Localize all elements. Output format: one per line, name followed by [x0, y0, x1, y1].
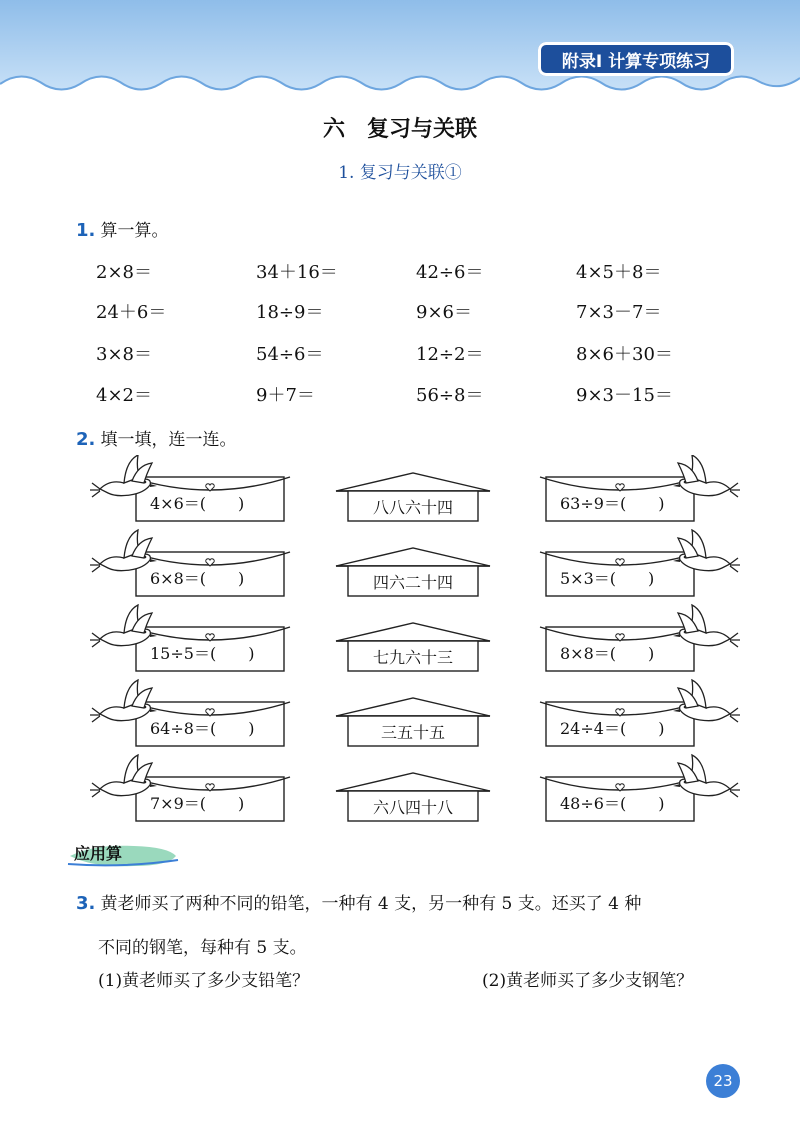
expression: 54÷6＝ — [256, 344, 324, 365]
expression: 4×5＋8＝ — [576, 262, 662, 283]
expression: 42÷6＝ — [416, 262, 484, 283]
right-card — [540, 680, 740, 746]
right-card — [540, 755, 740, 821]
right-card-text: 5×3＝( ) — [560, 569, 655, 588]
expression: 56÷8＝ — [416, 385, 484, 406]
left-card-text: 15÷5＝( ) — [150, 644, 255, 663]
house-card — [336, 473, 490, 521]
right-card-text: 48÷6＝( ) — [560, 794, 665, 813]
expression: 7×3－7＝ — [576, 302, 662, 323]
sub-question-2: (2)黄老师买了多少支钢笔？ — [482, 971, 694, 991]
expression: 24＋6＝ — [96, 302, 167, 323]
section-header-tag: 附录Ⅰ 计算专项练习 — [538, 42, 734, 76]
right-card — [540, 530, 740, 596]
left-card-text: 64÷8＝( ) — [150, 719, 255, 738]
house-card-text: 八八六十四 — [372, 498, 454, 517]
expression: 8×6＋30＝ — [576, 344, 673, 365]
question-text: 黄老师买了两种不同的铅笔，一种有 4 支，另一种有 5 支。还买了 4 种 — [100, 894, 642, 914]
left-card — [90, 755, 290, 821]
question-3-line-1 — [76, 882, 756, 926]
expression: 3×8＝ — [96, 344, 152, 365]
question-number: 3. — [76, 893, 96, 914]
expression: 2×8＝ — [96, 262, 152, 283]
question-number: 2. — [76, 429, 96, 450]
question-3 — [76, 882, 756, 970]
page-number: 23 — [706, 1064, 740, 1098]
right-card — [540, 455, 740, 521]
right-card-text: 8×8＝( ) — [560, 644, 655, 663]
question-instruction: 算一算。 — [100, 221, 169, 241]
left-card-text: 4×6＝( ) — [150, 494, 245, 513]
left-card-text: 6×8＝( ) — [150, 569, 245, 588]
chapter-title: 六 复习与关联 — [322, 117, 477, 142]
question-number: 1. — [76, 220, 96, 241]
house-card-text: 七九六十三 — [372, 648, 454, 667]
expression: 9＋7＝ — [256, 385, 315, 406]
expression: 4×2＝ — [96, 385, 152, 406]
question-instruction: 填一填，连一连。 — [100, 430, 237, 450]
expression: 12÷2＝ — [416, 344, 484, 365]
section-tag: 应用算 — [74, 844, 123, 863]
left-card — [90, 530, 290, 596]
matching-area — [0, 455, 800, 845]
right-card-text: 63÷9＝( ) — [560, 494, 665, 513]
house-card-text: 三五十五 — [380, 723, 446, 742]
expression: 9×3－15＝ — [576, 385, 673, 406]
house-card — [336, 698, 490, 746]
sub-question-1: (1)黄老师买了多少支铅笔？ — [98, 971, 310, 991]
left-card — [90, 455, 290, 521]
expression: 18÷9＝ — [256, 302, 324, 323]
expression: 34＋16＝ — [256, 262, 338, 283]
house-card — [336, 773, 490, 821]
lesson-title: 1. 复习与关联① — [338, 163, 462, 183]
question-2-header — [76, 425, 236, 450]
house-card-text: 六八四十八 — [372, 798, 454, 817]
left-card — [90, 680, 290, 746]
house-card — [336, 623, 490, 671]
question-1-header — [76, 216, 168, 241]
left-card — [90, 605, 290, 671]
house-card — [336, 548, 490, 596]
right-card — [540, 605, 740, 671]
left-card-text: 7×9＝( ) — [150, 794, 245, 813]
house-card-text: 四六二十四 — [372, 573, 454, 592]
right-card-text: 24÷4＝( ) — [560, 719, 665, 738]
question-3-line-2: 不同的钢笔，每种有 5 支。 — [98, 938, 307, 958]
expression: 9×6＝ — [416, 302, 472, 323]
